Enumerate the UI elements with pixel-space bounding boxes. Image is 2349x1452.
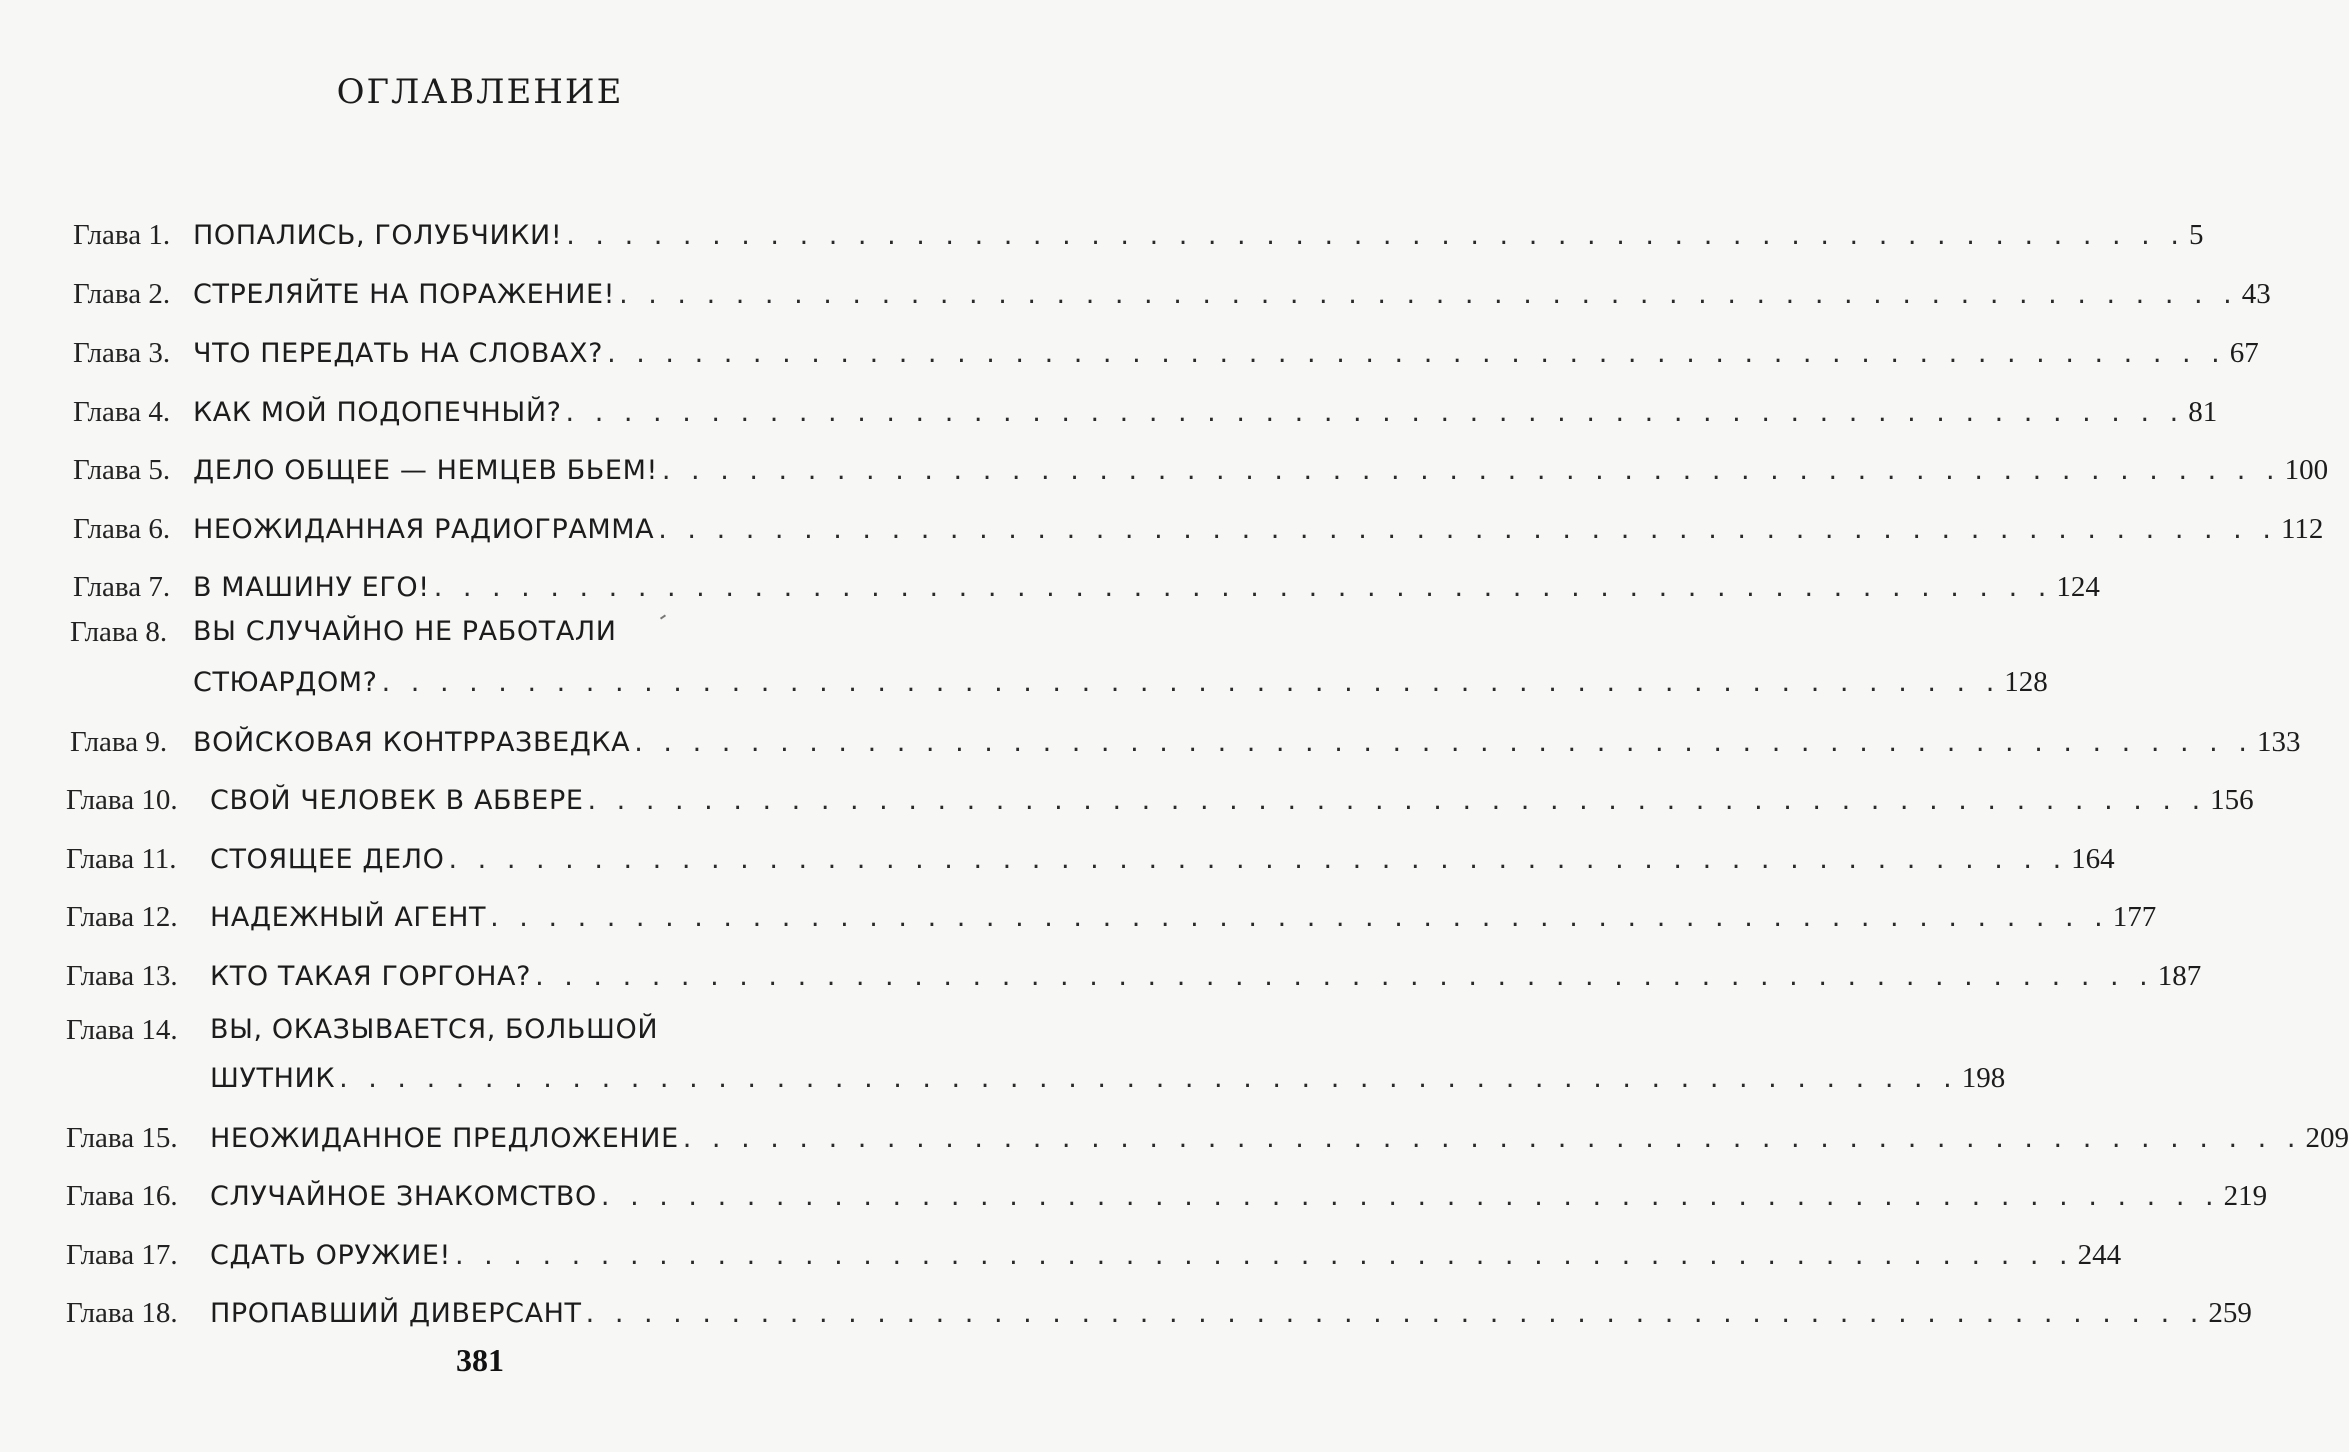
toc-line (193, 567, 2100, 608)
chapter-page: 198 (1961, 1062, 2006, 1094)
chapter-label: Глава 13. (66, 960, 178, 992)
chapter-label: Глава 4. (73, 396, 171, 428)
chapter-label: Глава 17. (66, 1239, 178, 1271)
chapter-label: Глава 8. (70, 616, 168, 648)
chapter-label: Глава 6. (73, 513, 171, 545)
toc-entry (0, 722, 2301, 766)
chapter-page: 67 (2229, 337, 2259, 369)
toc-entry (0, 450, 2329, 494)
chapter-label: Глава 15. (66, 1122, 178, 1154)
toc-line (193, 722, 2301, 763)
toc-line (210, 1235, 2122, 1276)
chapter-title: КАК МОЙ ПОДОПЕЧНЫЙ? (193, 397, 562, 428)
toc-entry (0, 839, 2115, 883)
chapter-title: СВОЙ ЧЕЛОВЕК В АБВЕРЕ (210, 785, 584, 816)
chapter-page: 244 (2077, 1239, 2122, 1271)
chapter-label: Глава 11. (66, 843, 177, 875)
toc-line (210, 1010, 880, 1050)
toc-line (193, 662, 2048, 703)
chapter-page: 81 (2188, 396, 2218, 428)
chapter-title: ВЫ СЛУЧАЙНО НЕ РАБОТАЛИ (193, 616, 617, 647)
toc-line (210, 897, 2157, 938)
toc-entry-continuation (0, 1058, 2006, 1102)
chapter-label: Глава 10. (66, 784, 178, 816)
chapter-title: ДЕЛО ОБЩЕЕ — НЕМЦЕВ БЬЕМ! (193, 455, 658, 486)
leader-dots: . . . . . . . . . . . . . . . . . . . . . . . . . . . . . . . . . . . . . . . . . . . . . . . . . . . . . . . . (454, 1240, 2074, 1271)
chapter-page: 112 (2280, 513, 2324, 545)
toc-line (210, 1293, 2252, 1334)
page-number: 381 (456, 1342, 504, 1378)
leader-dots: . . . . . . . . . . . . . . . . . . . . . . . . . . . . . . . . . . . . . . . . . . . . . . . . . . . . . . . . (565, 397, 2185, 428)
chapter-label: Глава 7. (73, 571, 171, 603)
chapter-label: Глава 2. (73, 278, 171, 310)
toc-entry (0, 1176, 2268, 1220)
chapter-label: Глава 5. (73, 454, 171, 486)
leader-dots: . . . . . . . . . . . . . . . . . . . . . . . . . . . . . . . . . . . . . . . . . . . . . . . . . . . . . . . . (448, 844, 2068, 875)
toc-entry (0, 1118, 2349, 1162)
toc-line (193, 274, 2271, 315)
chapter-page: 177 (2112, 901, 2157, 933)
chapter-title: НЕОЖИДАННАЯ РАДИОГРАММА (193, 514, 655, 545)
chapter-title: СТРЕЛЯЙТЕ НА ПОРАЖЕНИЕ! (193, 279, 616, 310)
chapter-page: 259 (2208, 1297, 2252, 1329)
toc-entry (0, 1010, 1000, 1054)
leader-dots: . . . . . . . . . . . . . . . . . . . . . . . . . . . . . . . . . . . . . . . . . . . . . . . . . . . . . . . . (339, 1063, 1958, 1094)
leader-dots: . . . . . . . . . . . . . . . . . . . . . . . . . . . . . . . . . . . . . . . . . . . . . . . . . . . . . . . . (607, 338, 2226, 369)
toc-entry (0, 392, 2218, 436)
leader-dots: . . . . . . . . . . . . . . . . . . . . . . . . . . . . . . . . . . . . . . . . . . . . . . . . . . . . . . . . (381, 667, 2001, 698)
toc-line (210, 780, 2254, 821)
toc-entry (0, 612, 1000, 656)
chapter-page: 156 (2210, 784, 2254, 816)
toc-entry (0, 956, 2202, 1000)
leader-dots: . . . . . . . . . . . . . . . . . . . . . . . . . . . . . . . . . . . . . . . . . . . . . . . . . . . . . . . . (661, 455, 2281, 486)
toc-line (193, 333, 2259, 374)
chapter-title: В МАШИНУ ЕГО! (193, 572, 430, 603)
chapter-title-continued: ШУТНИК (210, 1063, 336, 1094)
chapter-label: Глава 14. (66, 1014, 178, 1046)
chapter-page: 164 (2071, 843, 2115, 875)
chapter-title: НЕОЖИДАННОЕ ПРЕДЛОЖЕНИЕ (210, 1123, 679, 1154)
leader-dots: . . . . . . . . . . . . . . . . . . . . . . . . . . . . . . . . . . . . . . . . . . . . . . . . . . . . . . . . (587, 785, 2207, 816)
chapter-label: Глава 1. (73, 219, 171, 251)
toc-line (210, 1176, 2268, 1217)
chapter-label: Глава 16. (66, 1180, 178, 1212)
chapter-title: ПРОПАВШИЙ ДИВЕРСАНТ (210, 1298, 582, 1329)
chapter-page: 133 (2256, 726, 2301, 758)
chapter-title: ВЫ, ОКАЗЫВАЕТСЯ, БОЛЬШОЙ (210, 1014, 659, 1045)
leader-dots: . . . . . . . . . . . . . . . . . . . . . . . . . . . . . . . . . . . . . . . . . . . . . . . . . . . . . . . . (433, 572, 2053, 603)
chapter-page: 209 (2305, 1122, 2349, 1154)
leader-dots: . . . . . . . . . . . . . . . . . . . . . . . . . . . . . . . . . . . . . . . . . . . . . . . . . . . . . . . . (490, 902, 2109, 933)
toc-entry (0, 1293, 2252, 1337)
chapter-title: ВОЙСКОВАЯ КОНТРРАЗВЕДКА (193, 727, 631, 758)
toc-line (210, 1058, 2006, 1099)
leader-dots: . . . . . . . . . . . . . . . . . . . . . . . . . . . . . . . . . . . . . . . . . . . . . . . . . . . . . . . . (566, 220, 2185, 251)
toc-line (210, 1118, 2349, 1159)
leader-dots: . . . . . . . . . . . . . . . . . . . . . . . . . . . . . . . . . . . . . . . . . . . . . . . . . . . . . . . . (619, 279, 2238, 310)
toc-line (193, 215, 2204, 256)
page-title: ОГЛАВЛЕНИЕ (336, 72, 624, 112)
chapter-page: 187 (2157, 960, 2202, 992)
leader-dots: . . . . . . . . . . . . . . . . . . . . . . . . . . . . . . . . . . . . . . . . . . . . . . . . . . . . . . . . (600, 1181, 2220, 1212)
chapter-page: 124 (2056, 571, 2100, 603)
chapter-label: Глава 12. (66, 901, 178, 933)
chapter-title: ПОПАЛИСЬ, ГОЛУБЧИКИ! (193, 220, 563, 251)
toc-entry (0, 333, 2259, 377)
chapter-page: 100 (2284, 454, 2329, 486)
toc-entry (0, 509, 2324, 553)
toc-entry (0, 897, 2157, 941)
toc-entry (0, 274, 2271, 318)
chapter-title: СДАТЬ ОРУЖИЕ! (210, 1240, 451, 1271)
toc-line (210, 956, 2202, 997)
leader-dots: . . . . . . . . . . . . . . . . . . . . . . . . . . . . . . . . . . . . . . . . . . . . . . . . . . . . . . . . (634, 727, 2253, 758)
toc-entry (0, 567, 2100, 611)
chapter-label: Глава 3. (73, 337, 171, 369)
chapter-label: Глава 9. (70, 726, 168, 758)
toc-line (193, 509, 2324, 550)
chapter-label: Глава 18. (66, 1297, 178, 1329)
leader-dots: . . . . . . . . . . . . . . . . . . . . . . . . . . . . . . . . . . . . . . . . . . . . . . . . . . . . . . . . (682, 1123, 2302, 1154)
chapter-page: 5 (2188, 219, 2204, 251)
chapter-title: СЛУЧАЙНОЕ ЗНАКОМСТВО (210, 1181, 597, 1212)
chapter-page: 43 (2241, 278, 2271, 310)
chapter-page: 219 (2223, 1180, 2268, 1212)
toc-entry (0, 1235, 2122, 1279)
leader-dots: . . . . . . . . . . . . . . . . . . . . . . . . . . . . . . . . . . . . . . . . . . . . . . . . . . . . . . . . (658, 514, 2277, 545)
toc-line (193, 612, 880, 652)
chapter-page: 128 (2004, 666, 2048, 698)
chapter-title: СТОЯЩЕЕ ДЕЛО (210, 844, 445, 875)
toc-line (210, 839, 2115, 880)
leader-dots: . . . . . . . . . . . . . . . . . . . . . . . . . . . . . . . . . . . . . . . . . . . . . . . . . . . . . . . . (585, 1298, 2205, 1329)
toc-line (193, 450, 2329, 491)
toc-entry (0, 780, 2254, 824)
chapter-title-continued: СТЮАРДОМ? (193, 667, 378, 698)
chapter-title: ЧТО ПЕРЕДАТЬ НА СЛОВАХ? (193, 338, 604, 369)
leader-dots: . . . . . . . . . . . . . . . . . . . . . . . . . . . . . . . . . . . . . . . . . . . . . . . . . . . . . . . . (535, 961, 2154, 992)
toc-entry (0, 215, 2204, 259)
toc-entry-continuation (0, 662, 2048, 706)
chapter-title: КТО ТАКАЯ ГОРГОНА? (210, 961, 532, 992)
toc-line (193, 392, 2218, 433)
chapter-title: НАДЕЖНЫЙ АГЕНТ (210, 902, 487, 933)
